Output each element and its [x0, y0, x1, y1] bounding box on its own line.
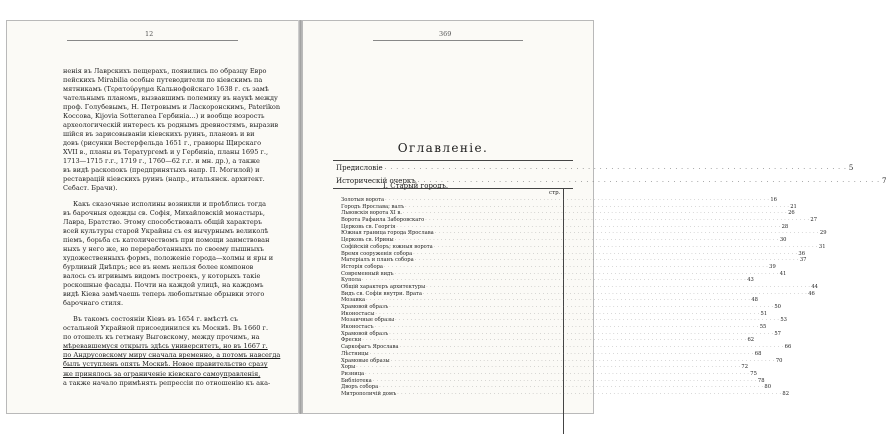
- toc-entry: Иконостасъ . . . . . . . . . . . . . . . . . . . . . . . . . . . . . . . . . . . . . . . . . . . . . . . . . . . . . . . . . . . . . . . . . . . . . . . . . . . . . . . . . . . . . . . . . . . . . . . . . . . . 55: [341, 324, 767, 331]
- toc-entry-label: Золотыя ворота: [341, 197, 385, 203]
- toc-entry: Видъ св. Софіи внутри. Врата . . . . . . . . . . . . . . . . . . . . . . . . . . . . . . . . . . . . . . . . . . . . . . . . . . . . . . . . . . . . . . . . . . . . . . . . . . . . . . . . . . . . . . . . . . . . . . . . . . . . 46: [341, 290, 815, 297]
- toc-entries: [341, 197, 827, 398]
- toc-entry-label: Исторія собора: [341, 263, 384, 270]
- text-line: видѣ Кіева замѣчаешь теперь любопытные обрывки этого: [63, 290, 265, 299]
- toc-entry: Иконостасы . . . . . . . . . . . . . . . . . . . . . . . . . . . . . . . . . . . . . . . . . . . . . . . . . . . . . . . . . . . . . . . . . . . . . . . . . . . . . . . . . . . . . . . . . . . . . . . . . . . . 51: [341, 310, 768, 317]
- toc-entry-page: 5: [848, 163, 854, 172]
- toc-entry: Современный видъ . . . . . . . . . . . . . . . . . . . . . . . . . . . . . . . . . . . . . . . . . . . . . . . . . . . . . . . . . . . . . . . . . . . . . . . . . . . . . . . . . . . . . . . . . . . . . . . . . . . . 41: [341, 270, 787, 277]
- text-line: пейскихъ Mirabilia особые путеводители по кіевскимъ па: [63, 76, 263, 85]
- text-line: археологическій интересъ къ роднымъ древностямъ, выразив: [63, 121, 279, 130]
- paragraph-2: [63, 200, 274, 308]
- toc-entry-page: 48: [751, 297, 758, 304]
- toc-entry-label: Ризница: [341, 370, 365, 377]
- toc-entry-page: 29: [819, 230, 827, 237]
- toc-entry-page: 7: [882, 176, 886, 185]
- toc-entry-page: 50: [774, 304, 781, 310]
- toc-entry: Время сооруженія собора . . . . . . . . . . . . . . . . . . . . . . . . . . . . . . . . . . . . . . . . . . . . . . . . . . . . . . . . . . . . . . . . . . . . . . . . . . . . . . . . . . . . . . . . . . . . . . . . . . . . 36: [341, 250, 806, 257]
- toc-entry-label: Храмовые образы: [341, 357, 390, 364]
- text-line: мятникамъ (Τερατούργημα Кальнофойскаго 1638 г. съ замѣ: [63, 85, 269, 94]
- toc-entry-label: Иконостасы: [341, 310, 375, 317]
- toc-entry-label: Мозаичные образы: [341, 317, 395, 324]
- left-header-rule: [67, 40, 238, 41]
- toc-entry: Мозаичные образы . . . . . . . . . . . . . . . . . . . . . . . . . . . . . . . . . . . . . . . . . . . . . . . . . . . . . . . . . . . . . . . . . . . . . . . . . . . . . . . . . . . . . . . . . . . . . . . . . . . . 53: [341, 317, 787, 324]
- toc-entry: Митрополичій домъ . . . . . . . . . . . . . . . . . . . . . . . . . . . . . . . . . . . . . . . . . . . . . . . . . . . . . . . . . . . . . . . . . . . . . . . . . . . . . . . . . . . . . . . . . . . . . . . . . . . . 82: [341, 390, 790, 397]
- toc-entry-label: Купола: [341, 277, 362, 284]
- text-line: реставрацій кіевскихъ руинъ (напр., итальянск. архитект.: [63, 175, 265, 184]
- toc-entry-label: Предисловіе: [336, 163, 383, 172]
- text-line: же принялось за ограниченіе кіевскаго самоуправленія,: [63, 369, 261, 378]
- paragraph-1: [63, 67, 281, 193]
- toc-main-entry: Предисловіе . . . . . . . . . . . . . . . . . . . . . . . . . . . . . . . . . . . . . . . . . . . . . . . . . . . . . . . . . . . . . . . . . . . . . . . . . . . . . . . . 5: [336, 163, 854, 172]
- text-line: въ барочныя одежды св. Софія, Михайловскій монастырь,: [63, 209, 265, 218]
- toc-entry-page: 43: [747, 277, 754, 284]
- text-line: Какъ сказочные исполины возникли и проѣблись тогда: [73, 200, 267, 209]
- toc-entry: Саркофагъ Ярослава . . . . . . . . . . . . . . . . . . . . . . . . . . . . . . . . . . . . . . . . . . . . . . . . . . . . . . . . . . . . . . . . . . . . . . . . . . . . . . . . . . . . . . . . . . . . . . . . . . . . 66: [341, 344, 792, 351]
- toc-entry-page: 37: [799, 257, 807, 264]
- toc-entry-page: 53: [780, 317, 787, 324]
- toc-entry: Церковь св. Георгія . . . . . . . . . . . . . . . . . . . . . . . . . . . . . . . . . . . . . . . . . . . . . . . . . . . . . . . . . . . . . . . . . . . . . . . . . . . . . . . . . . . . . . . . . . . . . . . . . . . . 28: [341, 223, 789, 230]
- toc-entry: Южная граница города Ярослава . . . . . . . . . . . . . . . . . . . . . . . . . . . . . . . . . . . . . . . . . . . . . . . . . . . . . . . . . . . . . . . . . . . . . . . . . . . . . . . . . . . . . . . . . . . . . . . . . . . . 29: [341, 230, 827, 237]
- left-page-number: 12: [145, 30, 154, 38]
- toc-entry-label: Храмовой образъ: [341, 330, 389, 337]
- text-line: ненія въ Лаврскихъ пещерахъ, появились по образцу Евро: [63, 67, 267, 75]
- toc-main-entries: [336, 161, 886, 187]
- toc-entry-label: Церковь св. Ирины: [341, 237, 394, 244]
- right-header-rule: [373, 40, 523, 41]
- toc-entry-label: Митрополичій домъ: [341, 390, 397, 397]
- toc-entry-label: Иконостасъ: [341, 324, 374, 331]
- toc-entry-label: Церковь св. Георгія: [341, 223, 396, 230]
- toc-entry-page: 16: [770, 197, 777, 203]
- toc-entry-page: 68: [754, 350, 762, 357]
- toc-entry-page: 82: [782, 390, 790, 397]
- text-line: Себаст. Брачи).: [63, 184, 118, 193]
- text-line: проф. Голубевымъ, Н. Петровымъ и Ласкоронскимъ, Paterikon: [63, 103, 281, 112]
- text-line: піемъ, борьба съ католичествомъ при помощи заимствован: [63, 236, 270, 245]
- toc-entry-page: 75: [750, 370, 757, 377]
- toc-entry-label: Хоры: [341, 364, 356, 371]
- toc-title: Оглавленіе.: [397, 141, 489, 155]
- toc-entry-page: 36: [798, 250, 806, 257]
- text-line: по Андрусовскому миру сначала временно, а потомъ навсегда: [63, 351, 281, 360]
- toc-entry-page: 46: [808, 290, 815, 297]
- toc-entry-label: Софійскій соборъ; южныя ворота: [341, 243, 433, 250]
- text-line: XVII в., планы въ Тератургемѣ и у Гербиніа, планы 1695 г.,: [63, 148, 269, 157]
- toc-entry: Библіотека . . . . . . . . . . . . . . . . . . . . . . . . . . . . . . . . . . . . . . . . . . . . . . . . . . . . . . . . . . . . . . . . . . . . . . . . . . . . . . . . . . . . . . . . . . . . . . . . . . . . 78: [341, 377, 765, 384]
- toc-entry-label: Матеріалъ и планъ собора: [341, 257, 414, 264]
- text-line: шійся въ зарисовываніи кіевскихъ руинъ, плановъ и ви: [63, 130, 255, 139]
- toc-entry-label: Лѣстницы: [341, 350, 369, 357]
- toc-entry-label: Южная граница города Ярослава: [341, 230, 434, 237]
- toc-entry-page: 28: [781, 223, 789, 230]
- toc-entry: Мозаика . . . . . . . . . . . . . . . . . . . . . . . . . . . . . . . . . . . . . . . . . . . . . . . . . . . . . . . . . . . . . . . . . . . . . . . . . . . . . . . . . . . . . . . . . . . . . . . . . . . . 48: [341, 297, 758, 304]
- toc-part-heading: I. Старый городъ.: [383, 182, 449, 190]
- toc-entry: Общій характеръ архитектуры . . . . . . . . . . . . . . . . . . . . . . . . . . . . . . . . . . . . . . . . . . . . . . . . . . . . . . . . . . . . . . . . . . . . . . . . . . . . . . . . . . . . . . . . . . . . . . . . . . . . 44: [341, 283, 818, 290]
- right-page-number: 369: [439, 30, 452, 38]
- toc-entry: Золотыя ворота . . . . . . . . . . . . . . . . . . . . . . . . . . . . . . . . . . . . . . . . . . . . . . . . . . . . . . . . . . . . . . . . . . . . . . . . . . . . . . . . . . . . . . . . . . . . . . . . . . . . 16: [341, 197, 777, 203]
- toc-entry-label: Городъ Ярослава; валъ: [341, 203, 405, 210]
- toc-entry-page: 70: [775, 357, 783, 364]
- toc-entry-page: 66: [784, 344, 792, 351]
- left-page: [6, 20, 299, 414]
- text-line: былъ уступленъ опять Москвѣ. Новое правительство сразу: [63, 360, 268, 369]
- toc-entry-label: Современный видъ: [341, 270, 394, 277]
- toc-entry-label: Ворота Рафаила Заборовскаго: [341, 217, 425, 224]
- toc-entry-page: 72: [741, 364, 749, 371]
- toc-entry-page: 55: [759, 324, 767, 331]
- toc-entry-label: Фрески: [341, 337, 362, 344]
- toc-entry: Городъ Ярослава; валъ . . . . . . . . . . . . . . . . . . . . . . . . . . . . . . . . . . . . . . . . . . . . . . . . . . . . . . . . . . . . . . . . . . . . . . . . . . . . . . . . . . . . . . . . . . . . . . . . . . . . 21: [341, 203, 797, 210]
- toc-entry: Ворота Рафаила Заборовскаго . . . . . . . . . . . . . . . . . . . . . . . . . . . . . . . . . . . . . . . . . . . . . . . . . . . . . . . . . . . . . . . . . . . . . . . . . . . . . . . . . . . . . . . . . . . . . . . . . . . . 27: [341, 217, 818, 224]
- text-line: по отошелъ къ гетману Выговскому, между прочимъ, на: [63, 333, 260, 342]
- text-line: всей культуры старой Украйны съ ея вычурнымъ великолѣ: [63, 227, 269, 236]
- toc-entry-label: Видъ св. Софіи внутри. Врата: [341, 290, 423, 297]
- toc-entry-page: 51: [760, 310, 768, 317]
- toc-entry: Софійскій соборъ; южныя ворота . . . . . . . . . . . . . . . . . . . . . . . . . . . . . . . . . . . . . . . . . . . . . . . . . . . . . . . . . . . . . . . . . . . . . . . . . . . . . . . . . . . . . . . . . . . . . . . . . . . . 31: [341, 243, 826, 250]
- toc-entry-label: Храмовой образъ: [341, 304, 389, 310]
- toc-entry: Хоры . . . . . . . . . . . . . . . . . . . . . . . . . . . . . . . . . . . . . . . . . . . . . . . . . . . . . . . . . . . . . . . . . . . . . . . . . . . . . . . . . . . . . . . . . . . . . . . . . . . . 72: [341, 364, 749, 371]
- text-line: остальной Украйной присоединился къ Москвѣ. Въ 1660 г.: [63, 324, 269, 333]
- toc-entry: Храмовой образъ . . . . . . . . . . . . . . . . . . . . . . . . . . . . . . . . . . . . . . . . . . . . . . . . . . . . . . . . . . . . . . . . . . . . . . . . . . . . . . . . . . . . . . . . . . . . . . . . . . . . 50: [341, 304, 781, 310]
- toc-entry: Львовскія ворота XI в. . . . . . . . . . . . . . . . . . . . . . . . . . . . . . . . . . . . . . . . . . . . . . . . . . . . . . . . . . . . . . . . . . . . . . . . . . . . . . . . . . . . . . . . . . . . . . . . . . . . . 26: [341, 210, 795, 217]
- text-line: барочнаго стиля.: [63, 299, 124, 308]
- toc-entry-page: 31: [818, 243, 826, 250]
- toc-entry-label: Историческій очеркъ: [336, 176, 416, 185]
- toc-entry: Исторія собора . . . . . . . . . . . . . . . . . . . . . . . . . . . . . . . . . . . . . . . . . . . . . . . . . . . . . . . . . . . . . . . . . . . . . . . . . . . . . . . . . . . . . . . . . . . . . . . . . . . . 39: [341, 263, 776, 270]
- text-line: Въ такомъ состояніи Кіевъ въ 1654 г. вмѣстѣ съ: [73, 315, 238, 324]
- toc-entry-page: 62: [747, 337, 755, 344]
- toc-entry-page: 39: [769, 263, 776, 270]
- toc-entry-page: 80: [764, 384, 771, 391]
- toc-rule-middle: [333, 188, 573, 189]
- text-line: въ видѣ раскопокъ (предпринятыхъ напр. П. Могилой) и: [63, 166, 260, 175]
- text-line: бурливый Днѣпръ; все въ немъ нельзя более компонов: [63, 263, 254, 272]
- text-line: мѣревавшемуся открыть здѣсь университетъ, но въ 1667 г.: [63, 342, 268, 351]
- text-line: художественныхъ формъ, положеніе города—холмы и яры и: [63, 254, 274, 263]
- toc-entry: Фрески . . . . . . . . . . . . . . . . . . . . . . . . . . . . . . . . . . . . . . . . . . . . . . . . . . . . . . . . . . . . . . . . . . . . . . . . . . . . . . . . . . . . . . . . . . . . . . . . . . . . 62: [341, 337, 755, 344]
- toc-entry: Матеріалъ и планъ собора . . . . . . . . . . . . . . . . . . . . . . . . . . . . . . . . . . . . . . . . . . . . . . . . . . . . . . . . . . . . . . . . . . . . . . . . . . . . . . . . . . . . . . . . . . . . . . . . . . . . 37: [341, 257, 807, 264]
- toc-entry-label: Общій характеръ архитектуры: [341, 283, 426, 290]
- toc-entry: Храмовые образы . . . . . . . . . . . . . . . . . . . . . . . . . . . . . . . . . . . . . . . . . . . . . . . . . . . . . . . . . . . . . . . . . . . . . . . . . . . . . . . . . . . . . . . . . . . . . . . . . . . . 70: [341, 357, 783, 364]
- text-line: валось съ игривымъ видомъ построекъ, у которыхъ такіе: [63, 272, 261, 281]
- toc-entry-page: 78: [757, 377, 765, 384]
- text-line: 1713—1715 г.г., 1719 г., 1760—62 г.г. и мн. др.), а также: [63, 157, 260, 166]
- toc-entry-label: Мозаика: [341, 297, 366, 304]
- toc-entry: Ризница . . . . . . . . . . . . . . . . . . . . . . . . . . . . . . . . . . . . . . . . . . . . . . . . . . . . . . . . . . . . . . . . . . . . . . . . . . . . . . . . . . . . . . . . . . . . . . . . . . . . 75: [341, 370, 757, 377]
- toc-entry: Храмовой образъ . . . . . . . . . . . . . . . . . . . . . . . . . . . . . . . . . . . . . . . . . . . . . . . . . . . . . . . . . . . . . . . . . . . . . . . . . . . . . . . . . . . . . . . . . . . . . . . . . . . . 57: [341, 330, 781, 337]
- toc-entry-label: Библіотека: [341, 377, 372, 384]
- toc-entry: Дворъ собора . . . . . . . . . . . . . . . . . . . . . . . . . . . . . . . . . . . . . . . . . . . . . . . . . . . . . . . . . . . . . . . . . . . . . . . . . . . . . . . . . . . . . . . . . . . . . . . . . . . . 80: [341, 384, 771, 391]
- toc-entry-label: Дворъ собора: [341, 384, 379, 391]
- toc-entry-label: Саркофагъ Ярослава: [341, 344, 399, 351]
- toc-main-entry: Историческій очеркъ . . . . . . . . . . . . . . . . . . . . . . . . . . . . . . . . . . . . . . . . . . . . . . . . . . . . . . . . . . . . . . . . . . . . . . . . . . . . . . . . 7: [336, 176, 886, 185]
- toc-entry-page: 44: [811, 283, 818, 290]
- toc-entry-page: 27: [810, 217, 818, 224]
- toc-column-header: стр.: [549, 190, 561, 196]
- paragraph-3: [63, 315, 281, 387]
- right-page: [302, 20, 886, 414]
- text-line: ныхъ у него же, но переработанныхъ по своему пышныхъ: [63, 245, 264, 254]
- toc-entry-page: 30: [779, 237, 787, 244]
- text-line: а также начало примѣнять репрессіи по отношенію къ ака-: [63, 378, 271, 387]
- toc-entry-page: 41: [779, 270, 787, 277]
- toc-entry-label: Время сооруженія собора: [341, 250, 413, 257]
- text-line: Лавра, Братство. Этому способствовалъ общій характеръ: [63, 218, 263, 227]
- left-body-text: [63, 67, 281, 388]
- text-line: чательнымъ планомъ, вызвавшимъ полемику въ наукѣ между: [63, 94, 278, 103]
- toc-entry: Купола . . . . . . . . . . . . . . . . . . . . . . . . . . . . . . . . . . . . . . . . . . . . . . . . . . . . . . . . . . . . . . . . . . . . . . . . . . . . . . . . . . . . . . . . . . . . . . . . . . . . 43: [341, 277, 754, 284]
- toc-entry: Церковь св. Ирины . . . . . . . . . . . . . . . . . . . . . . . . . . . . . . . . . . . . . . . . . . . . . . . . . . . . . . . . . . . . . . . . . . . . . . . . . . . . . . . . . . . . . . . . . . . . . . . . . . . . 30: [341, 237, 787, 244]
- toc-entry-page: 57: [774, 330, 781, 337]
- text-line: Коссова, Kijovia Sotteranea Гербиніа...) и вообще возрость: [63, 112, 265, 121]
- toc-entry-page: 26: [788, 210, 795, 217]
- text-line: роскошные фасады. Почти на каждой улицѣ, на каждомъ: [63, 281, 264, 290]
- toc-entry-label: Львовскія ворота XI в.: [341, 210, 402, 217]
- toc-entry: Лѣстницы . . . . . . . . . . . . . . . . . . . . . . . . . . . . . . . . . . . . . . . . . . . . . . . . . . . . . . . . . . . . . . . . . . . . . . . . . . . . . . . . . . . . . . . . . . . . . . . . . . . . 68: [341, 350, 762, 357]
- toc-entry-page: 21: [790, 203, 797, 210]
- text-line: довъ (рисунки Вестерфельда 1651 г., гравюры Щирскаго: [63, 139, 262, 148]
